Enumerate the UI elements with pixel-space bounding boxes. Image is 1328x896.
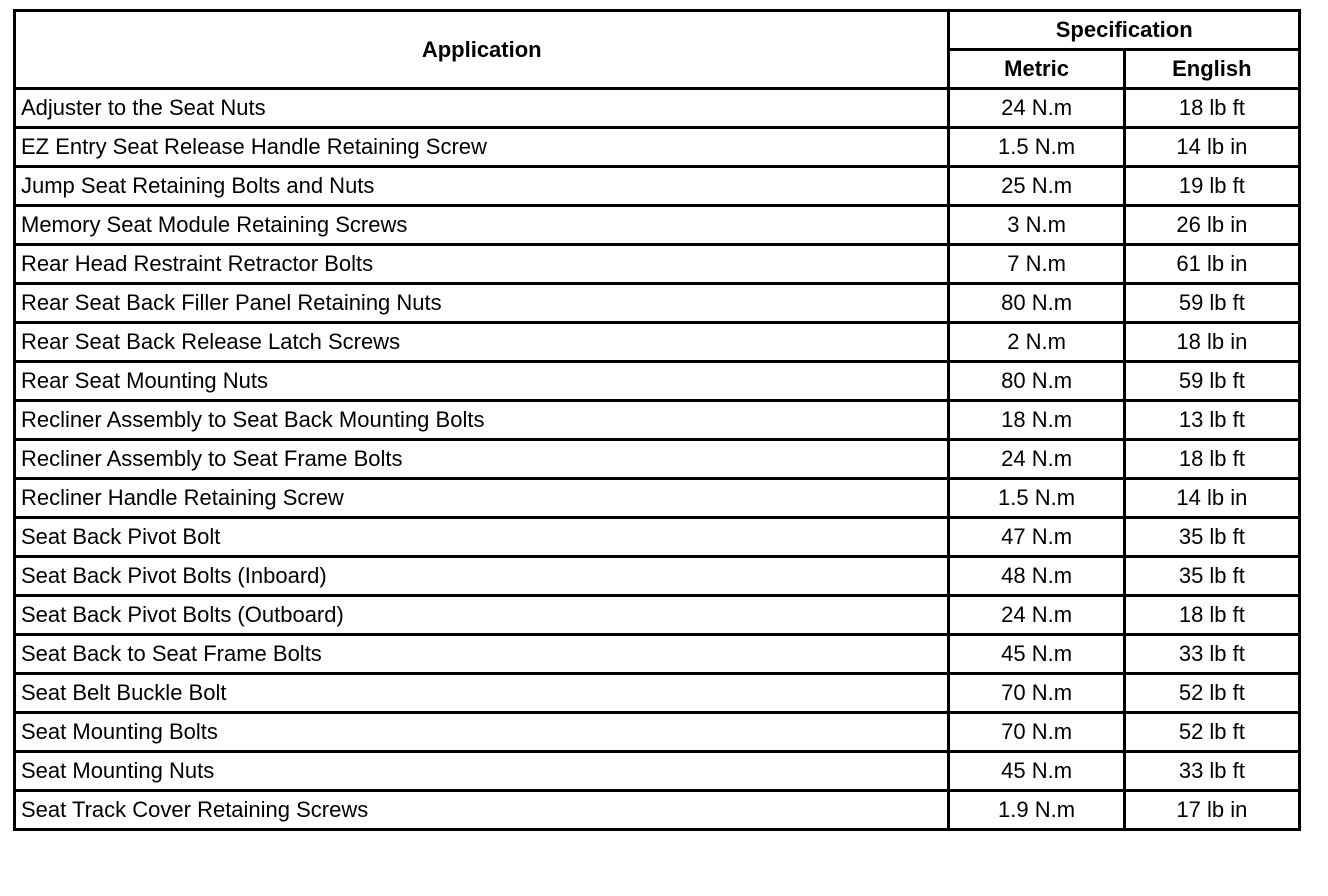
english-value-cell: 18 lb ft <box>1124 440 1299 479</box>
specification-column-header: Specification <box>949 11 1300 50</box>
application-cell: Seat Back to Seat Frame Bolts <box>15 635 949 674</box>
metric-value-cell: 47 N.m <box>949 518 1124 557</box>
application-cell: Recliner Assembly to Seat Back Mounting Bolts <box>15 401 949 440</box>
metric-value-cell: 45 N.m <box>949 752 1124 791</box>
table-row <box>15 674 1300 713</box>
english-value-cell: 35 lb ft <box>1124 557 1299 596</box>
table-row <box>15 557 1300 596</box>
english-value-cell: 59 lb ft <box>1124 284 1299 323</box>
table-row <box>15 401 1300 440</box>
metric-value-cell: 7 N.m <box>949 245 1124 284</box>
table-row <box>15 596 1300 635</box>
application-cell: Seat Back Pivot Bolts (Inboard) <box>15 557 949 596</box>
english-value-cell: 52 lb ft <box>1124 713 1299 752</box>
metric-value-cell: 1.9 N.m <box>949 791 1124 830</box>
english-value-cell: 61 lb in <box>1124 245 1299 284</box>
english-value-cell: 26 lb in <box>1124 206 1299 245</box>
metric-value-cell: 24 N.m <box>949 89 1124 128</box>
english-value-cell: 52 lb ft <box>1124 674 1299 713</box>
table-row <box>15 128 1300 167</box>
table-row <box>15 479 1300 518</box>
application-cell: Seat Track Cover Retaining Screws <box>15 791 949 830</box>
table-header <box>15 11 1300 89</box>
application-cell: Memory Seat Module Retaining Screws <box>15 206 949 245</box>
table-row <box>15 713 1300 752</box>
table-row <box>15 791 1300 830</box>
metric-value-cell: 24 N.m <box>949 596 1124 635</box>
application-cell: Rear Head Restraint Retractor Bolts <box>15 245 949 284</box>
table-row <box>15 752 1300 791</box>
application-cell: Recliner Handle Retaining Screw <box>15 479 949 518</box>
table-row <box>15 89 1300 128</box>
table-row <box>15 206 1300 245</box>
table-row <box>15 284 1300 323</box>
english-value-cell: 18 lb ft <box>1124 89 1299 128</box>
english-value-cell: 14 lb in <box>1124 128 1299 167</box>
table-row <box>15 518 1300 557</box>
metric-value-cell: 70 N.m <box>949 674 1124 713</box>
application-cell: Rear Seat Back Release Latch Screws <box>15 323 949 362</box>
english-value-cell: 17 lb in <box>1124 791 1299 830</box>
metric-value-cell: 25 N.m <box>949 167 1124 206</box>
fastener-specification-table <box>13 9 1301 831</box>
english-column-header: English <box>1124 50 1299 89</box>
application-cell: Recliner Assembly to Seat Frame Bolts <box>15 440 949 479</box>
table-row <box>15 167 1300 206</box>
table-row <box>15 245 1300 284</box>
metric-value-cell: 80 N.m <box>949 284 1124 323</box>
table-row <box>15 323 1300 362</box>
application-cell: Rear Seat Mounting Nuts <box>15 362 949 401</box>
english-value-cell: 35 lb ft <box>1124 518 1299 557</box>
english-value-cell: 18 lb ft <box>1124 596 1299 635</box>
application-cell: Seat Back Pivot Bolt <box>15 518 949 557</box>
application-cell: Jump Seat Retaining Bolts and Nuts <box>15 167 949 206</box>
metric-column-header: Metric <box>949 50 1124 89</box>
metric-value-cell: 18 N.m <box>949 401 1124 440</box>
metric-value-cell: 1.5 N.m <box>949 479 1124 518</box>
metric-value-cell: 3 N.m <box>949 206 1124 245</box>
table-row <box>15 440 1300 479</box>
metric-value-cell: 70 N.m <box>949 713 1124 752</box>
application-cell: EZ Entry Seat Release Handle Retaining Screw <box>15 128 949 167</box>
table-row <box>15 362 1300 401</box>
english-value-cell: 33 lb ft <box>1124 635 1299 674</box>
metric-value-cell: 80 N.m <box>949 362 1124 401</box>
application-cell: Seat Back Pivot Bolts (Outboard) <box>15 596 949 635</box>
metric-value-cell: 48 N.m <box>949 557 1124 596</box>
application-cell: Seat Mounting Nuts <box>15 752 949 791</box>
english-value-cell: 14 lb in <box>1124 479 1299 518</box>
application-cell: Adjuster to the Seat Nuts <box>15 89 949 128</box>
application-column-header: Application <box>15 11 949 89</box>
english-value-cell: 13 lb ft <box>1124 401 1299 440</box>
english-value-cell: 33 lb ft <box>1124 752 1299 791</box>
metric-value-cell: 2 N.m <box>949 323 1124 362</box>
english-value-cell: 19 lb ft <box>1124 167 1299 206</box>
english-value-cell: 59 lb ft <box>1124 362 1299 401</box>
application-cell: Rear Seat Back Filler Panel Retaining Nuts <box>15 284 949 323</box>
metric-value-cell: 1.5 N.m <box>949 128 1124 167</box>
application-cell: Seat Mounting Bolts <box>15 713 949 752</box>
header-row-top <box>15 11 1300 50</box>
application-cell: Seat Belt Buckle Bolt <box>15 674 949 713</box>
metric-value-cell: 45 N.m <box>949 635 1124 674</box>
metric-value-cell: 24 N.m <box>949 440 1124 479</box>
english-value-cell: 18 lb in <box>1124 323 1299 362</box>
table-body <box>15 89 1300 830</box>
table-row <box>15 635 1300 674</box>
